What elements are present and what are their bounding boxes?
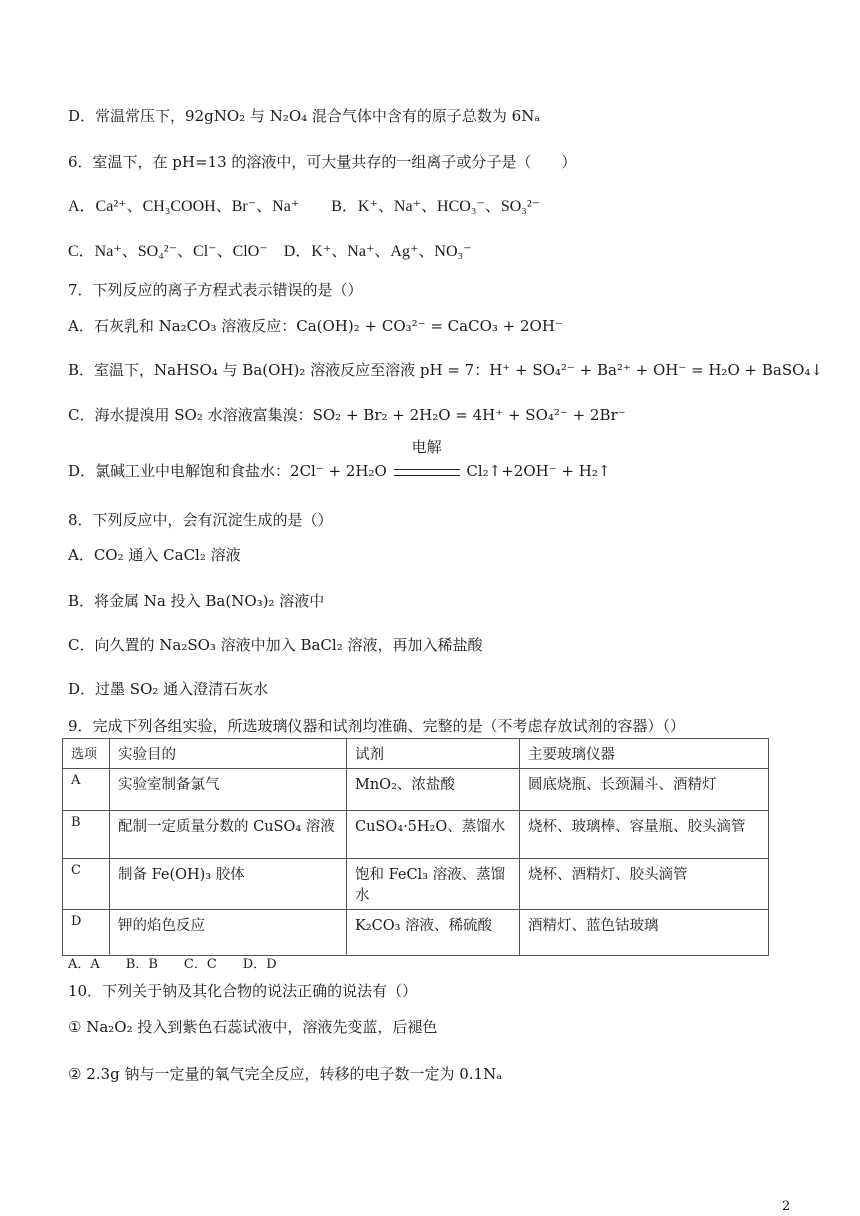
- table-cell: 烧杯、玻璃棒、容量瓶、胶头滴管: [520, 811, 769, 859]
- table-cell: 酒精灯、蓝色钴玻璃: [520, 910, 769, 956]
- table-cell: 制备 Fe(OH)₃ 胶体: [110, 859, 347, 910]
- table-header: 试剂: [347, 739, 520, 769]
- table-header-row: [63, 739, 769, 769]
- table-cell: MnO₂、浓盐酸: [347, 769, 520, 811]
- table-cell: 圆底烧瓶、长颈漏斗、酒精灯: [520, 769, 769, 811]
- table-header: 主要玻璃仪器: [520, 739, 769, 769]
- q10-statement-1: ① Na₂O₂ 投入到紫色石蕊试液中，溶液先变蓝，后褪色: [68, 1018, 438, 1036]
- table-row: [63, 859, 769, 910]
- q5-option-d: D．常温常压下，92gNO₂ 与 N₂O₄ 混合气体中含有的原子总数为 6Nₐ: [68, 107, 541, 125]
- experiment-table: [62, 738, 769, 956]
- table-row: [63, 910, 769, 956]
- q9-stem: 9．完成下列各组实验，所选玻璃仪器和试剂均准确、完整的是（不考虑存放试剂的容器）（）: [68, 717, 686, 735]
- reaction-condition: 电解: [411, 438, 442, 456]
- q8-stem: 8．下列反应中，会有沉淀生成的是（）: [68, 511, 333, 529]
- q7-option-b: B．室温下，NaHSO₄ 与 Ba(OH)₂ 溶液反应至溶液 pH = 7：H⁺ + SO₄²⁻ + Ba²⁺ + OH⁻ = H₂O + BaSO₄↓: [68, 361, 823, 379]
- q7-option-d: [68, 438, 611, 481]
- table-cell: B: [63, 811, 110, 859]
- table-cell: 实验室制备氯气: [110, 769, 347, 811]
- q10-stem: 10．下列关于钠及其化合物的说法正确的说法有（）: [68, 982, 418, 1000]
- table-cell: C: [63, 859, 110, 910]
- table-cell: 烧杯、酒精灯、胶头滴管: [520, 859, 769, 910]
- table-cell: CuSO₄·5H₂O、蒸馏水: [347, 811, 520, 859]
- q10-statement-2: ② 2.3g 钠与一定量的氧气完全反应，转移的电子数一定为 0.1Nₐ: [68, 1065, 502, 1083]
- table-cell: 饱和 FeCl₃ 溶液、蒸馏水: [347, 859, 520, 910]
- q6-options-cd: C．Na⁺、SO₄²⁻、Cl⁻、ClO⁻ D．K⁺、Na⁺、Ag⁺、NO₃⁻: [68, 243, 472, 260]
- table-row: [63, 769, 769, 811]
- table-header: 实验目的: [110, 739, 347, 769]
- table-cell: A: [63, 769, 110, 811]
- q7d-right: Cl₂↑+2OH⁻ + H₂↑: [466, 462, 611, 480]
- q9-options: A．A B．B C．C D．D: [68, 957, 277, 972]
- q8-option-a: A．CO₂ 通入 CaCl₂ 溶液: [68, 546, 241, 564]
- table-row: [63, 811, 769, 859]
- table-cell: 钾的焰色反应: [110, 910, 347, 956]
- table-cell: K₂CO₃ 溶液、稀硫酸: [347, 910, 520, 956]
- q7d-left: D．氯碱工业中电解饱和食盐水：2Cl⁻ + 2H₂O: [68, 462, 387, 480]
- table-cell: D: [63, 910, 110, 956]
- q6-stem: 6．室温下，在 pH=13 的溶液中，可大量共存的一组离子或分子是（ ）: [68, 153, 577, 171]
- q7-option-a: A．石灰乳和 Na₂CO₃ 溶液反应：Ca(OH)₂ + CO₃²⁻ = CaCO₃ + 2OH⁻: [68, 317, 563, 335]
- reaction-arrow: [392, 438, 462, 481]
- q6-options-ab: A．Ca²⁺、CH₃COOH、Br⁻、Na⁺ B．K⁺、Na⁺、HCO₃⁻、SO₃²⁻: [68, 198, 541, 215]
- table-header: 选项: [63, 739, 110, 769]
- page-number: 2: [782, 1199, 791, 1214]
- q8-option-c: C．向久置的 Na₂SO₃ 溶液中加入 BaCl₂ 溶液，再加入稀盐酸: [68, 636, 483, 654]
- table-cell: 配制一定质量分数的 CuSO₄ 溶液: [110, 811, 347, 859]
- q8-option-d: D．过墨 SO₂ 通入澄清石灰水: [68, 680, 269, 698]
- q7-stem: 7．下列反应的离子方程式表示错误的是（）: [68, 281, 363, 299]
- q8-option-b: B．将金属 Na 投入 Ba(NO₃)₂ 溶液中: [68, 592, 325, 610]
- q7-option-c: C．海水提溴用 SO₂ 水溶液富集溴：SO₂ + Br₂ + 2H₂O = 4H⁺ + SO₄²⁻ + 2Br⁻: [68, 406, 626, 424]
